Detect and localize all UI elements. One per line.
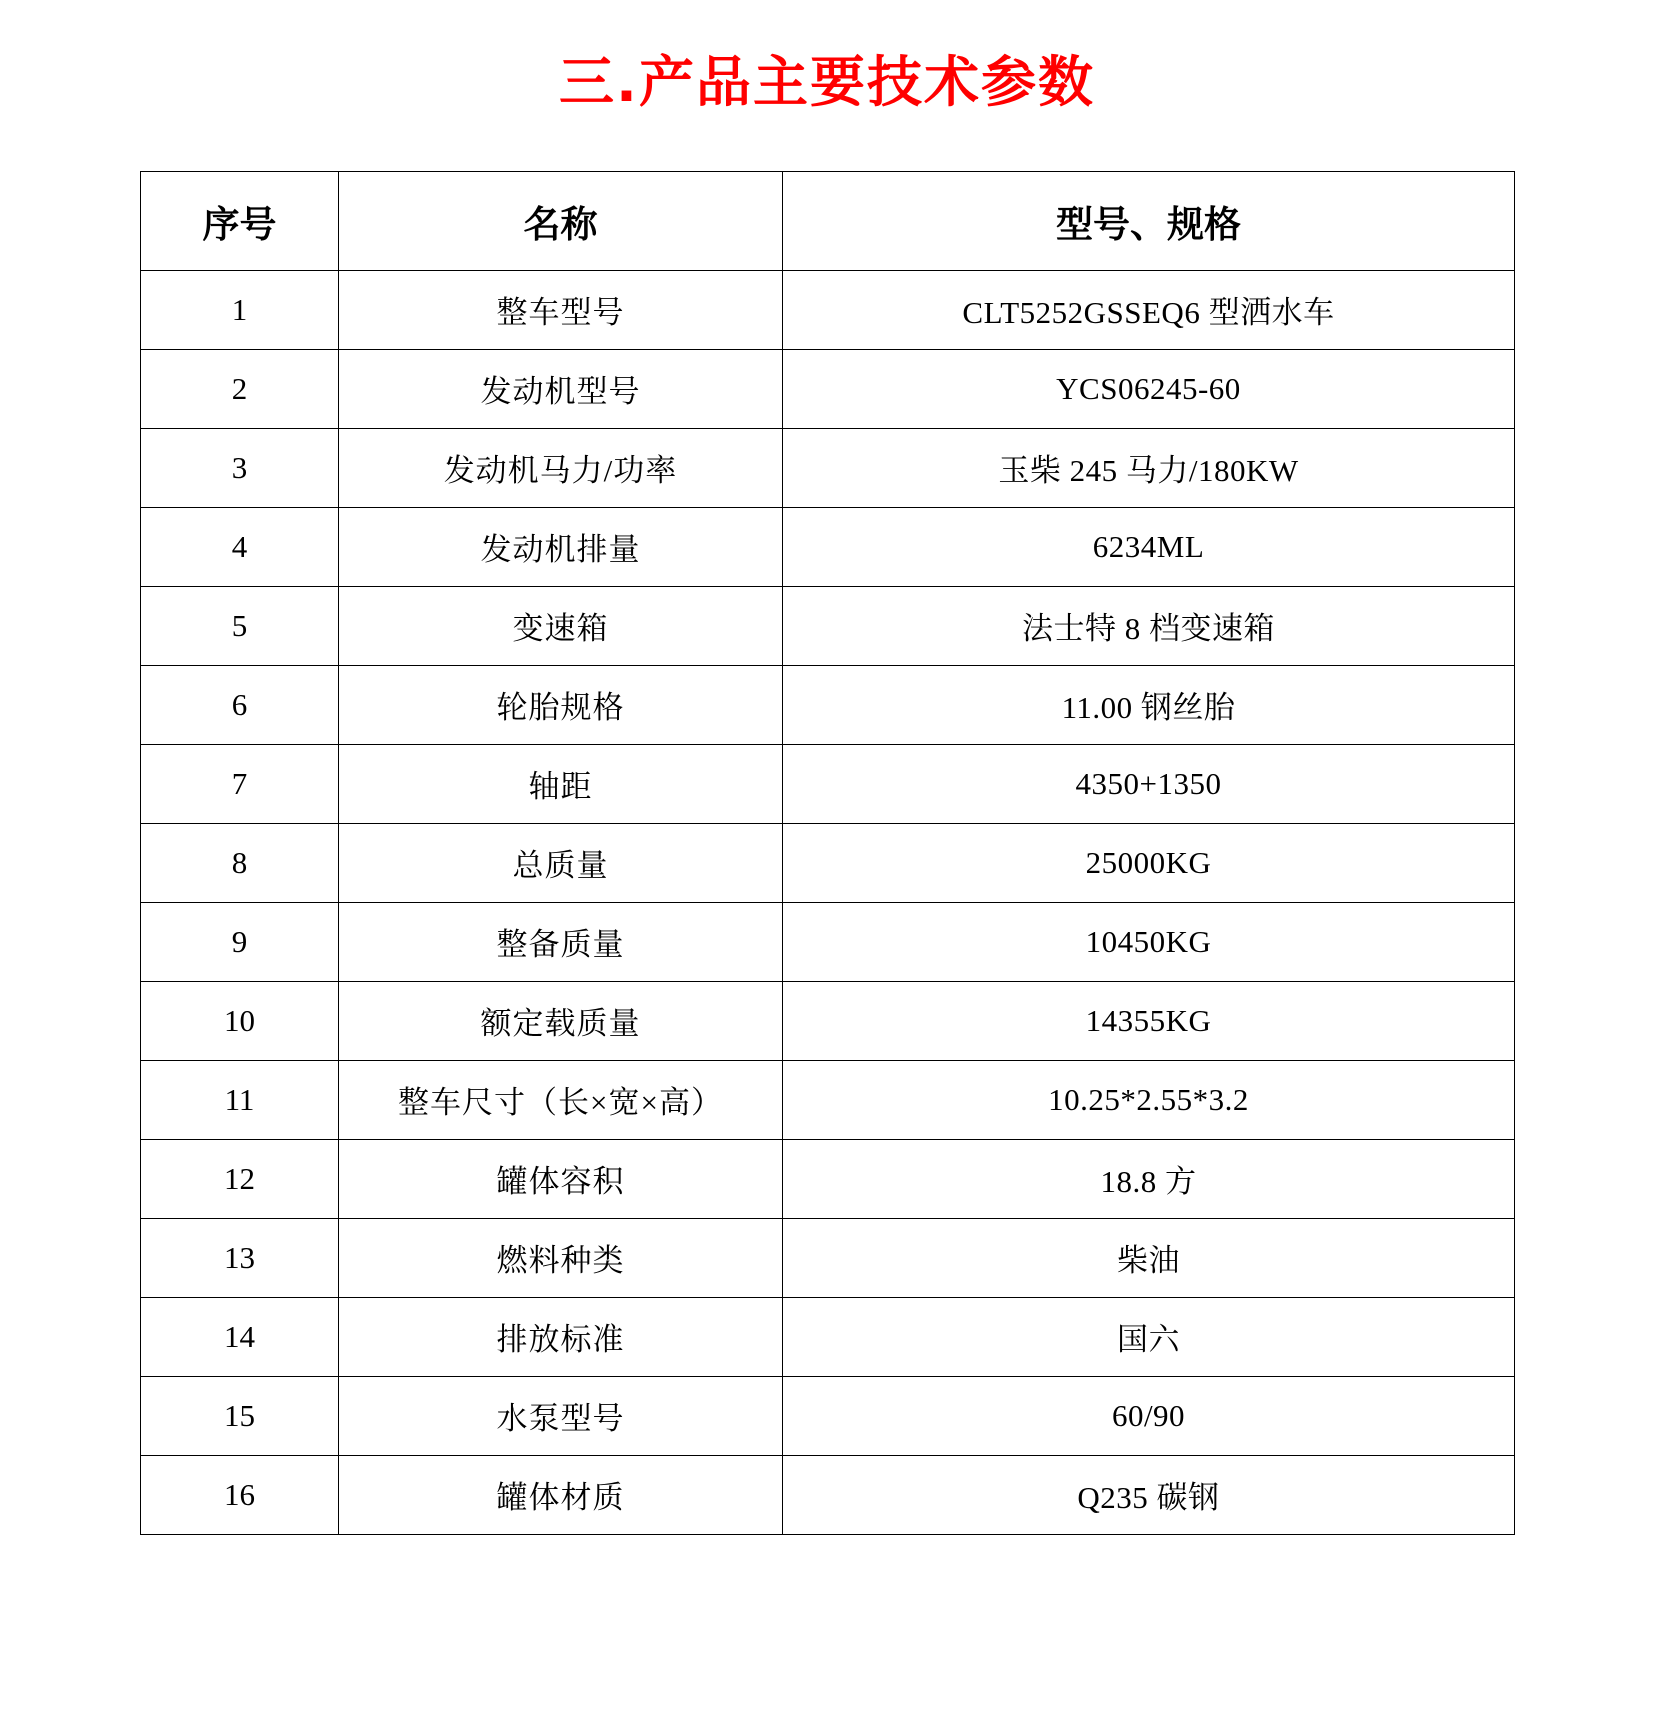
cell-name: 罐体材质: [339, 1455, 783, 1534]
spec-table-container: [0, 171, 1654, 1535]
cell-spec: YCS06245-60: [783, 349, 1515, 428]
cell-index: 10: [141, 981, 339, 1060]
cell-name: 轮胎规格: [339, 665, 783, 744]
cell-name: 燃料种类: [339, 1218, 783, 1297]
product-spec-table: [140, 171, 1515, 1535]
cell-spec: 18.8 方: [783, 1139, 1515, 1218]
cell-spec: 4350+1350: [783, 744, 1515, 823]
cell-index: 7: [141, 744, 339, 823]
cell-name: 额定载质量: [339, 981, 783, 1060]
cell-index: 3: [141, 428, 339, 507]
cell-spec: 60/90: [783, 1376, 1515, 1455]
cell-spec: CLT5252GSSEQ6 型洒水车: [783, 270, 1515, 349]
cell-index: 1: [141, 270, 339, 349]
table-row: [141, 902, 1515, 981]
cell-index: 14: [141, 1297, 339, 1376]
cell-index: 15: [141, 1376, 339, 1455]
cell-name: 罐体容积: [339, 1139, 783, 1218]
table-row: [141, 981, 1515, 1060]
cell-spec: Q235 碳钢: [783, 1455, 1515, 1534]
cell-index: 11: [141, 1060, 339, 1139]
cell-index: 12: [141, 1139, 339, 1218]
table-row: [141, 823, 1515, 902]
cell-index: 5: [141, 586, 339, 665]
cell-index: 2: [141, 349, 339, 428]
cell-index: 16: [141, 1455, 339, 1534]
cell-index: 6: [141, 665, 339, 744]
table-row: [141, 744, 1515, 823]
cell-index: 8: [141, 823, 339, 902]
page-title: 三.产品主要技术参数: [559, 50, 1095, 114]
cell-spec: 柴油: [783, 1218, 1515, 1297]
cell-spec: 11.00 钢丝胎: [783, 665, 1515, 744]
cell-name: 变速箱: [339, 586, 783, 665]
cell-name: 总质量: [339, 823, 783, 902]
cell-spec: 25000KG: [783, 823, 1515, 902]
table-row: [141, 586, 1515, 665]
cell-index: 4: [141, 507, 339, 586]
column-header-index: 序号: [141, 171, 339, 270]
cell-name: 发动机马力/功率: [339, 428, 783, 507]
cell-name: 排放标准: [339, 1297, 783, 1376]
column-header-name: 名称: [339, 171, 783, 270]
cell-name: 轴距: [339, 744, 783, 823]
cell-name: 发动机排量: [339, 507, 783, 586]
table-header: [141, 171, 1515, 270]
table-row: [141, 1376, 1515, 1455]
table-row: [141, 1139, 1515, 1218]
column-header-spec: 型号、规格: [783, 171, 1515, 270]
cell-name: 整备质量: [339, 902, 783, 981]
cell-name: 整车尺寸（长×宽×高）: [339, 1060, 783, 1139]
cell-spec: 法士特 8 档变速箱: [783, 586, 1515, 665]
cell-name: 水泵型号: [339, 1376, 783, 1455]
cell-spec: 10450KG: [783, 902, 1515, 981]
table-header-row: [141, 171, 1515, 270]
cell-name: 发动机型号: [339, 349, 783, 428]
cell-spec: 10.25*2.55*3.2: [783, 1060, 1515, 1139]
table-row: [141, 507, 1515, 586]
table-body: [141, 270, 1515, 1534]
table-row: [141, 428, 1515, 507]
table-row: [141, 1218, 1515, 1297]
cell-spec: 14355KG: [783, 981, 1515, 1060]
table-row: [141, 1455, 1515, 1534]
table-row: [141, 349, 1515, 428]
cell-spec: 6234ML: [783, 507, 1515, 586]
cell-spec: 玉柴 245 马力/180KW: [783, 428, 1515, 507]
cell-name: 整车型号: [339, 270, 783, 349]
table-row: [141, 1297, 1515, 1376]
cell-spec: 国六: [783, 1297, 1515, 1376]
table-row: [141, 270, 1515, 349]
table-row: [141, 665, 1515, 744]
cell-index: 9: [141, 902, 339, 981]
table-row: [141, 1060, 1515, 1139]
cell-index: 13: [141, 1218, 339, 1297]
